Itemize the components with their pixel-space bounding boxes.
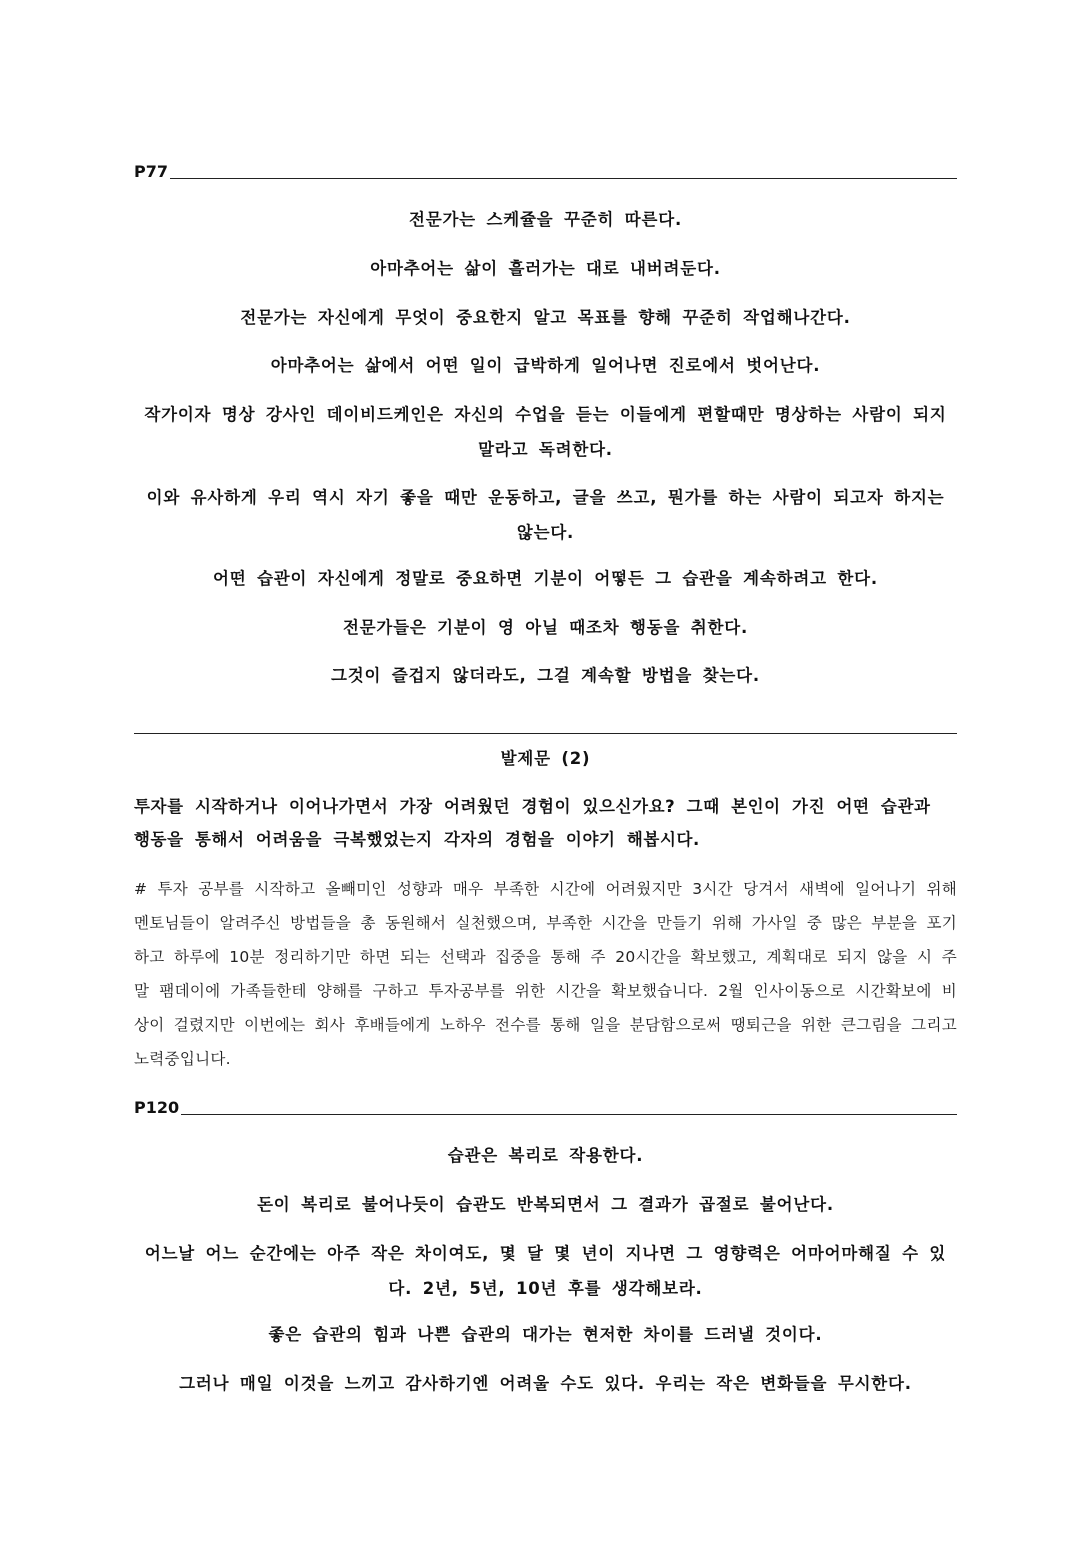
quote-line: 아마추어는 삶이 흘러가는 대로 내버려둔다.	[370, 259, 721, 278]
quote-line: 돈이 복리로 불어나듯이 습관도 반복되면서 그 결과가 곱절로 불어난다.	[257, 1195, 834, 1214]
quote-line: 전문가들은 기분이 영 아닐 때조차 행동을 취한다.	[342, 618, 749, 637]
quote-line: 어떤 습관이 자신에게 정말로 중요하면 기분이 어떻든 그 습관을 계속하려고 한다.	[213, 569, 878, 588]
quote-line: 좋은 습관의 힘과 나쁜 습관의 대가는 현저한 차이를 드러낼 것이다.	[268, 1325, 823, 1344]
quote-line: 그것이 즐겁지 않더라도, 그걸 계속할 방법을 찾는다.	[331, 666, 760, 685]
quote-line: 그러나 매일 이것을 느끼고 감사하기엔 어려울 수도 있다. 우리는 작은 변화들을 무시한다.	[179, 1374, 912, 1393]
discussion-answer: # 투자 공부를 시작하고 올빼미인 성향과 매우 부족한 시간에 어려웠지만 3시간 당겨서 새벽에 일어나기 위해 멘토님들이 알려주신 방법들을 총 동원해서 실천했으며, 부족한 시간을 만들기 위해 가사일 중 많은 부분을 포기하고 하루에 10분 정리하기만 하면 되는 선택과 집중을 통해 주 20시간을 확보했고, 계획대로 되지 않을 시 주말 팸데이에 가족들한테 양해를 구하고 투자공부를 위한 시간을 확보했습니다. 2월 인사이동으로 시간확보에 비상이 걸렸지만 이번에는 회사 후배들에게 노하우 전수를 통해 일을 분담함으로써 땡퇴근을 위한 큰그림을 그리고 노력중입니다.	[134, 880, 957, 1068]
section-marker-p77	[134, 163, 957, 181]
quote-line: 전문가는 스케쥴을 꾸준히 따른다.	[408, 210, 683, 229]
quote-line: 어느날 어느 순간에는 아주 작은 차이여도, 몇 달 몇 년이 지나면 그 영향력은 어마어마해질 수 있다. 2년, 5년, 10년 후를 생각해보라.	[144, 1244, 947, 1298]
quote-line: 이와 유사하게 우리 역시 자기 좋을 때만 운동하고, 글을 쓰고, 뭔가를 하는 사람이 되고자 하지는 않는다.	[146, 488, 945, 542]
section-rule-p120	[181, 1114, 957, 1115]
discussion-heading: 발제문 (2)	[500, 749, 591, 768]
quote-line: 전문가는 자신에게 무엇이 중요한지 알고 목표를 향해 꾸준히 작업해나간다.	[240, 308, 851, 327]
section-rule-p77	[170, 178, 957, 179]
section-label-p120: P120	[134, 1098, 180, 1117]
section-divider	[134, 733, 957, 734]
section-marker-p120	[134, 1099, 957, 1117]
quote-line: 습관은 복리로 작용한다.	[447, 1146, 644, 1165]
quote-line: 작가이자 명상 강사인 데이비드케인은 자신의 수업을 듣는 이들에게 편할때만 명상하는 사람이 되지 말라고 독려한다.	[144, 405, 947, 459]
section-label-p77: P77	[134, 162, 168, 181]
quote-line: 아마추어는 삶에서 어떤 일이 급박하게 일어나면 진로에서 벗어난다.	[270, 356, 821, 375]
discussion-question: 투자를 시작하거나 이어나가면서 가장 어려웠던 경험이 있으신가요? 그때 본인이 가진 어떤 습관과 행동을 통해서 어려움을 극복했었는지 각자의 경험을 이야기 해봅시다.	[134, 797, 931, 849]
